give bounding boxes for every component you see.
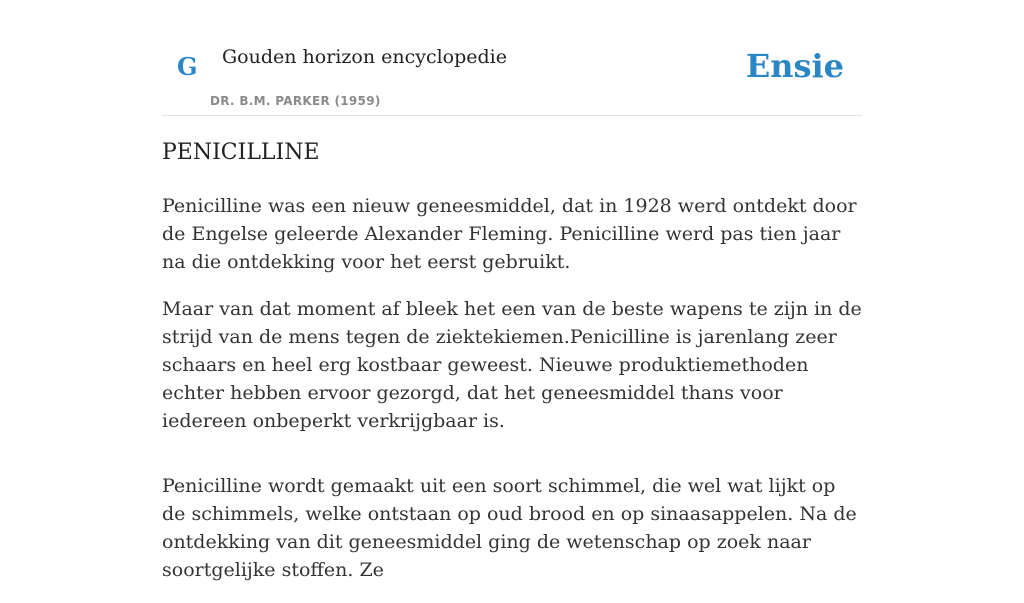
paragraph: Penicilline was een nieuw geneesmiddel, dat in 1928 werd ontdekt door de Engelse geleerde Alexander Fleming. Penicilline werd pas tien jaar na die ontdekking voor het eerst gebruikt.	[162, 195, 857, 273]
paragraph: Maar van dat moment af bleek het een van de beste wapens te zijn in de strijd van de mens tegen de ziektekiemen.Penicilline is jarenlang zeer schaars en heel erg kostbaar geweest. Nieuwe produktiemethoden echter hebben ervoor gezorgd, dat het geneesmiddel thans voor iedereen onbeperkt verkrijgbaar is.	[162, 298, 862, 432]
header	[162, 0, 862, 116]
publisher-logo[interactable]: G	[177, 52, 198, 81]
book-title[interactable]: Gouden horizon encyclopedie	[222, 46, 507, 68]
book-author: DR. B.M. PARKER (1959)	[210, 94, 381, 108]
ensie-logo[interactable]: Ensie	[745, 47, 844, 85]
paragraph: Penicilline wordt gemaakt uit een soort schimmel, die wel wat lijkt op de schimmels, welke ontstaan op oud brood en op sinaasappelen. Na de ontdekking van dit geneesmiddel ging de wetenschap op zoek naar soortgelijke stoffen. Ze	[162, 475, 857, 581]
entry-title: PENICILLINE	[162, 140, 320, 165]
page	[162, 0, 862, 581]
entry-body	[162, 192, 862, 603]
